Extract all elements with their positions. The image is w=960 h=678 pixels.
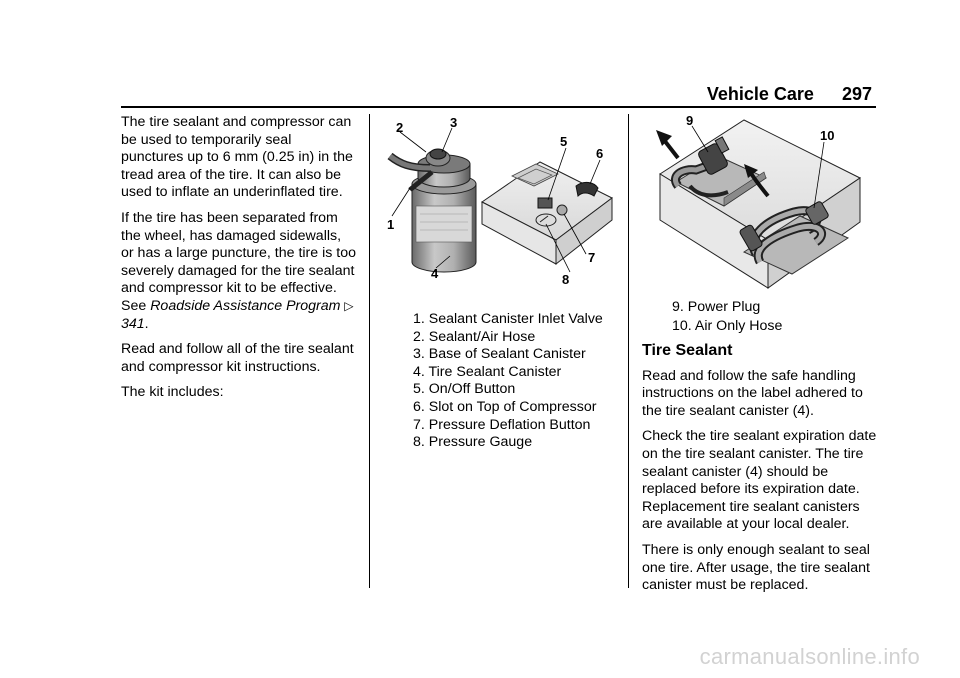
section-title: Vehicle Care xyxy=(706,84,814,104)
callout-6: 6 xyxy=(596,146,604,161)
paragraph: If the tire has been separated from the wheel, has damaged sidewalls, or has a large puncture, the tire is too severely damaged for the tire sealant and compressor kit to be effective. See Roadside Assistance Program▽341. xyxy=(121,209,357,332)
cross-reference-link[interactable]: Roadside Assistance Program xyxy=(150,297,341,314)
callout-2: 2 xyxy=(396,120,404,135)
paragraph: Check the tire sealant expiration date on the tire sealant canister. The tire sealant canister (4) should be replaced before its expiration date. Replacement tire sealant canisters are available at your local dealer. xyxy=(642,428,877,533)
sealant-kit-illustration xyxy=(380,112,620,292)
page-ref-icon: ▽ xyxy=(340,302,355,312)
callout-8: 8 xyxy=(562,272,570,287)
list-item: 8. Pressure Gauge xyxy=(413,434,533,451)
list-item: 7. Pressure Deflation Button xyxy=(413,416,591,433)
list-item: 5. On/Off Button xyxy=(413,381,516,398)
list-item: 4. Tire Sealant Canister xyxy=(413,363,562,380)
list-item: 2. Sealant/Air Hose xyxy=(413,328,536,345)
paragraph: Read and follow all of the tire sealant and compressor kit instructions. xyxy=(121,341,354,375)
section-heading: Tire Sealant xyxy=(642,342,733,359)
page-header xyxy=(707,84,872,105)
parts-list-1 xyxy=(413,311,603,452)
paragraph: The tire sealant and compressor can be used to temporarily seal punctures up to 6 mm (0.25 in) in the tread area of the tire. It can also be used to inflate an underinflated tire. xyxy=(121,114,353,201)
column-1 xyxy=(121,114,356,410)
callout-1: 1 xyxy=(387,217,395,232)
cross-reference-page[interactable]: 341 xyxy=(121,315,145,332)
list-item: 3. Base of Sealant Canister xyxy=(413,346,586,363)
list-item: 1. Sealant Canister Inlet Valve xyxy=(413,311,603,327)
list-item: 6. Slot on Top of Compressor xyxy=(413,398,597,415)
callout-10: 10 xyxy=(820,128,835,143)
watermark: carmanualsonline.info xyxy=(699,644,920,669)
callout-9: 9 xyxy=(686,113,694,128)
list-item: 10. Air Only Hose xyxy=(672,317,783,334)
list-item: 9. Power Plug xyxy=(672,299,761,315)
page-number: 297 xyxy=(841,84,872,104)
column-3 xyxy=(642,342,882,603)
paragraph: Read and follow the safe handling instructions on the label adhered to the tire sealant canister (4). xyxy=(642,367,863,419)
paragraph: The kit includes: xyxy=(121,384,224,401)
compressor-underside-illustration xyxy=(648,112,878,297)
callout-5: 5 xyxy=(560,134,568,149)
column-divider-2 xyxy=(628,114,629,588)
column-divider-1 xyxy=(369,114,370,588)
paragraph: There is only enough sealant to seal one tire. After usage, the tire sealant canister must be replaced. xyxy=(642,541,870,594)
callout-3: 3 xyxy=(450,115,458,130)
header-rule xyxy=(121,106,876,108)
callout-7: 7 xyxy=(588,250,596,265)
parts-list-2 xyxy=(672,299,782,336)
callout-4: 4 xyxy=(431,266,439,281)
